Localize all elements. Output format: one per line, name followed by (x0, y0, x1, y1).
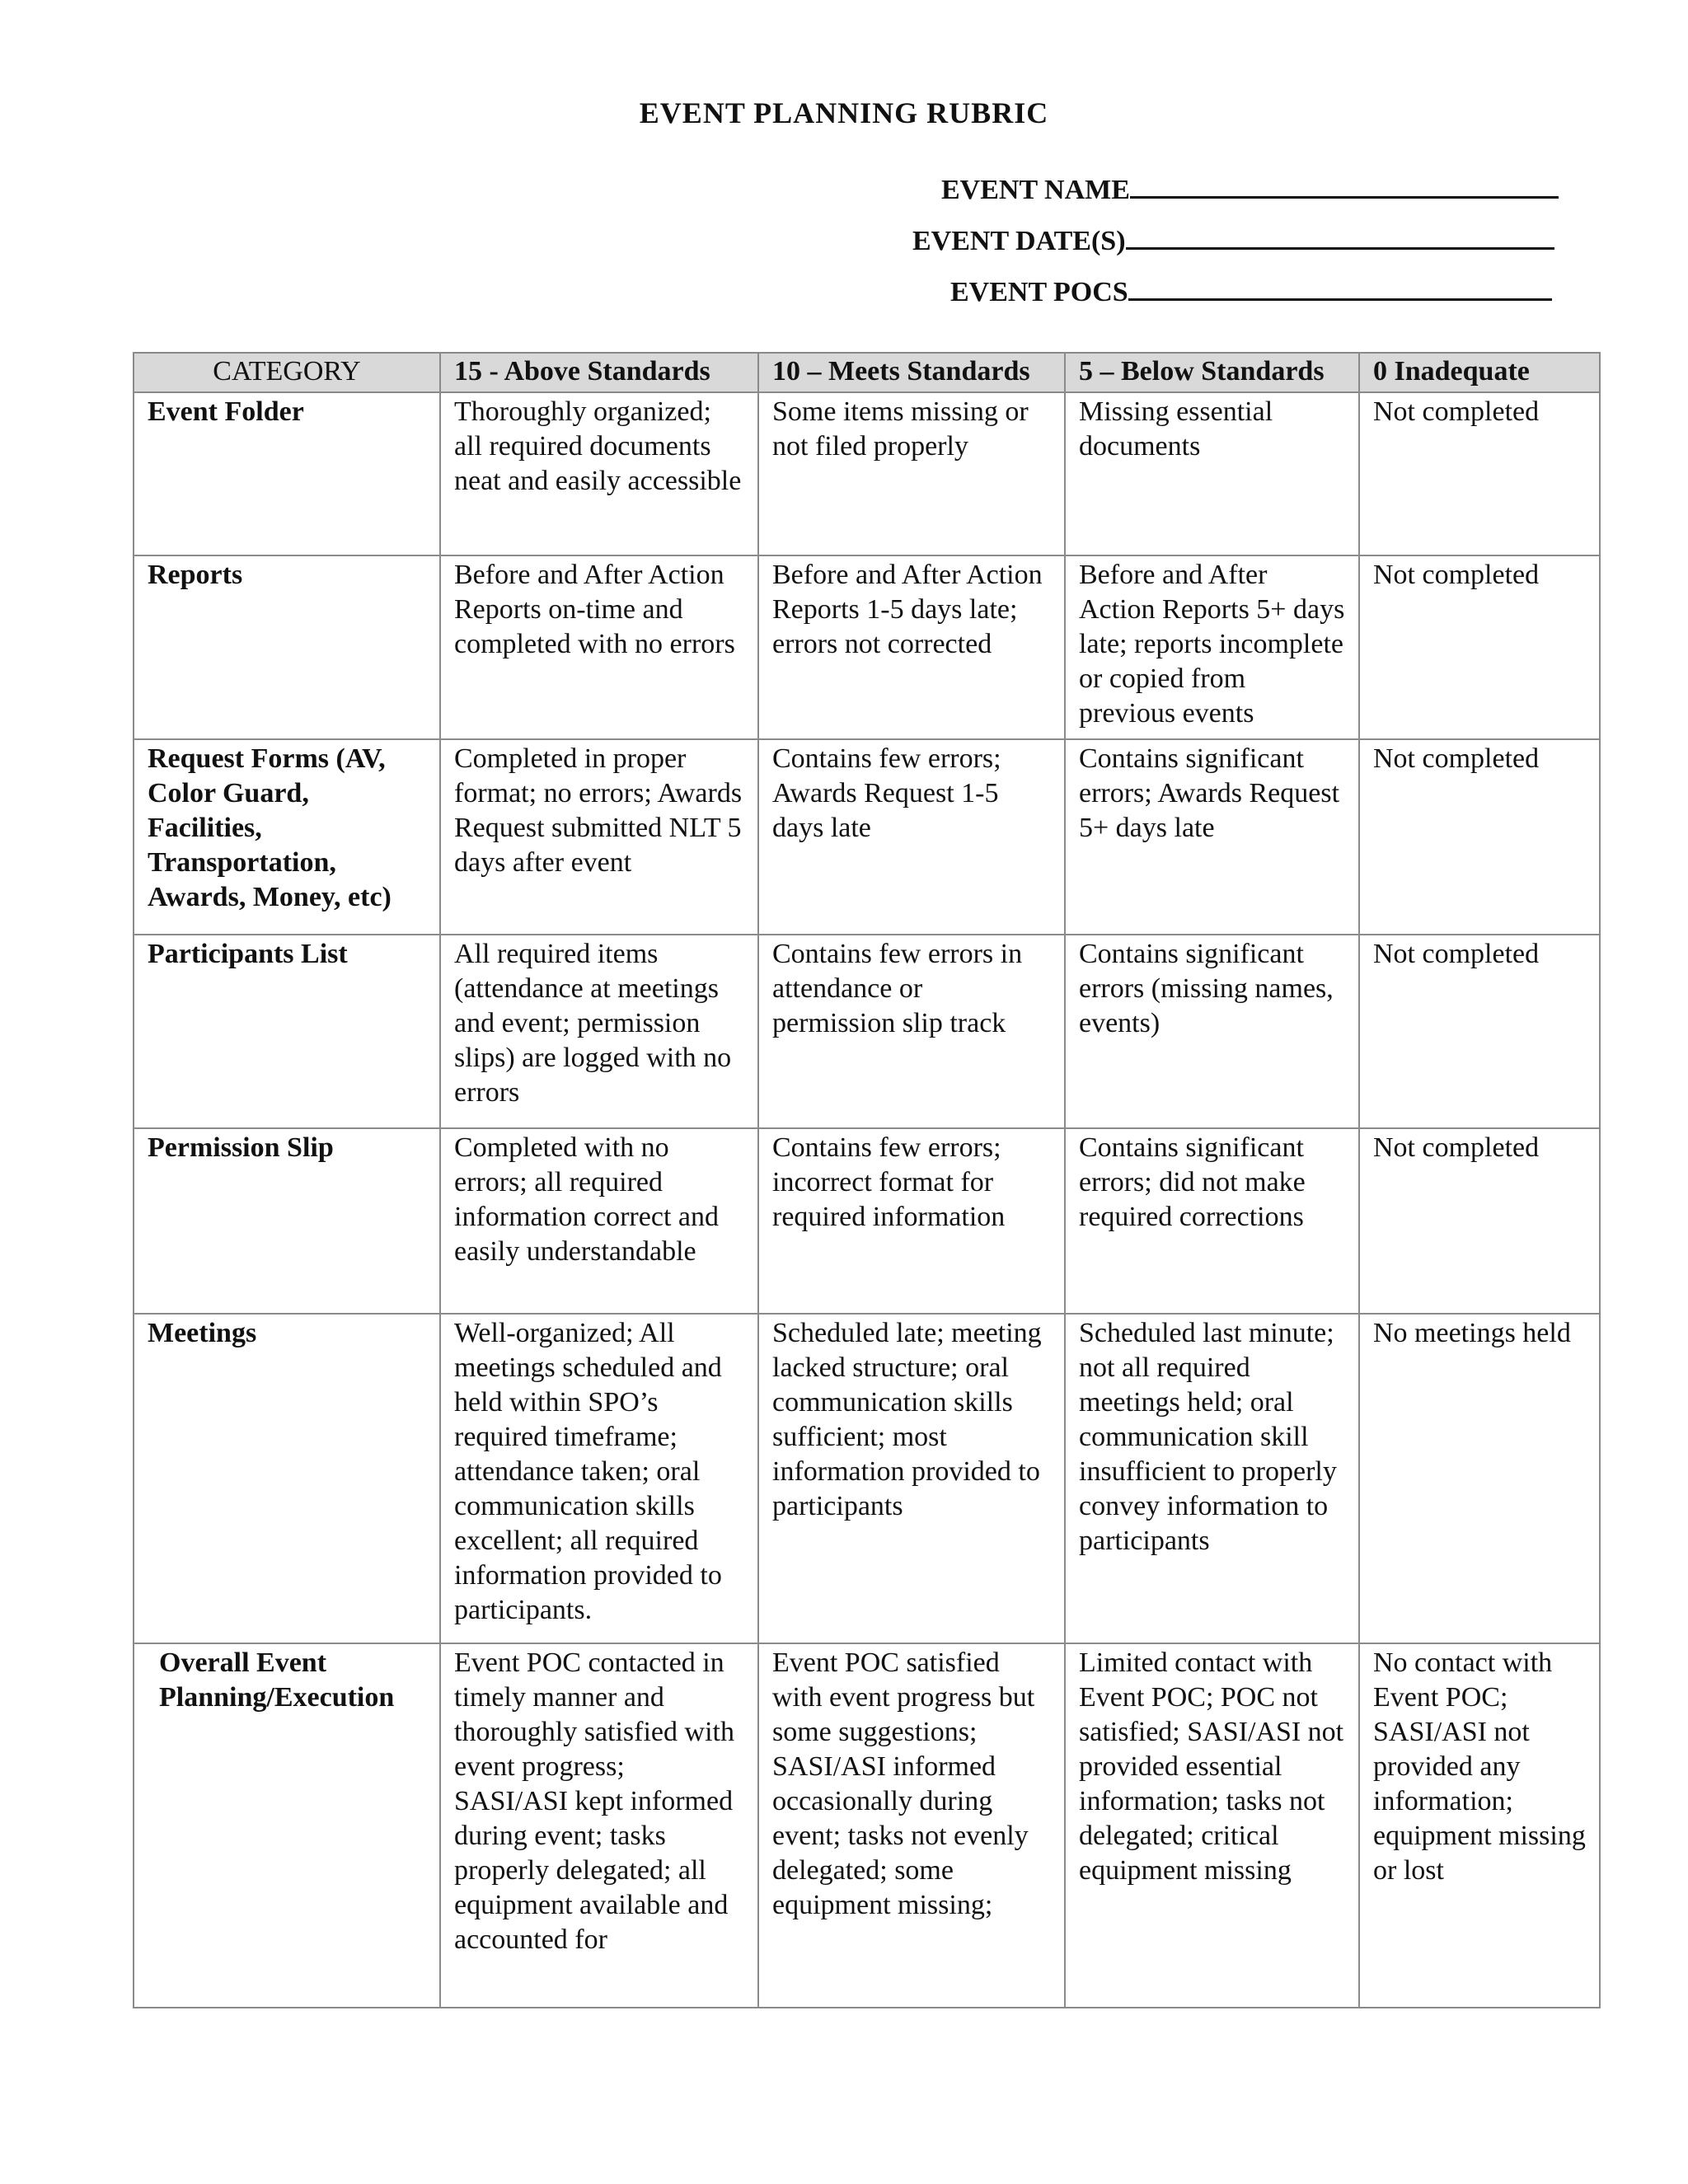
cell-meets: Some items missing or not filed properly (758, 392, 1065, 555)
table-row (134, 739, 1600, 935)
event-pocs-blank[interactable] (1128, 275, 1552, 301)
cell-below: Missing essential documents (1065, 392, 1359, 555)
cell-inadequate: No contact with Event POC; SASI/ASI not provided any information; equipment missing or lost (1359, 1643, 1600, 2008)
row-category: Meetings (134, 1314, 440, 1643)
row-category: Permission Slip (134, 1128, 440, 1314)
cell-below: Scheduled last minute; not all required meetings held; oral communication skill insufficient to properly convey information to participants (1065, 1314, 1359, 1643)
row-category: Overall Event Planning/Execution (134, 1643, 440, 2008)
table-row (134, 1643, 1600, 2008)
cell-inadequate: Not completed (1359, 555, 1600, 739)
table-row (134, 555, 1600, 739)
cell-below: Contains significant errors (missing names, events) (1065, 935, 1359, 1128)
cell-above: Completed with no errors; all required information correct and easily understandable (440, 1128, 758, 1314)
page-title: EVENT PLANNING RUBRIC (639, 96, 1049, 129)
table-row (134, 1314, 1600, 1643)
row-category: Request Forms (AV, Color Guard, Facilities, Transportation, Awards, Money, etc) (134, 739, 440, 935)
event-name-label: EVENT NAME (941, 175, 1130, 205)
cell-inadequate: Not completed (1359, 739, 1600, 935)
cell-meets: Before and After Action Reports 1-5 days late; errors not corrected (758, 555, 1065, 739)
rubric-table (133, 352, 1601, 2008)
cell-above: Event POC contacted in timely manner and thoroughly satisfied with event progress; SASI/ASI kept informed during event; tasks properly delegated; all equipment available and accounted for (440, 1643, 758, 2008)
table-row (134, 1128, 1600, 1314)
event-dates-field (912, 224, 1554, 257)
header-meets-standards: 10 – Meets Standards (758, 353, 1065, 392)
row-category: Reports (134, 555, 440, 739)
cell-meets: Contains few errors; Awards Request 1-5 days late (758, 739, 1065, 935)
row-category: Participants List (134, 935, 440, 1128)
event-pocs-label: EVENT POCS (950, 277, 1128, 307)
event-dates-blank[interactable] (1126, 224, 1554, 250)
cell-meets: Contains few errors; incorrect format for required information (758, 1128, 1065, 1314)
cell-meets: Scheduled late; meeting lacked structure; oral communication skills sufficient; most information provided to participants (758, 1314, 1065, 1643)
table-row (134, 935, 1600, 1128)
cell-inadequate: Not completed (1359, 935, 1600, 1128)
cell-above: Thoroughly organized; all required documents neat and easily accessible (440, 392, 758, 555)
cell-below: Contains significant errors; Awards Request 5+ days late (1065, 739, 1359, 935)
header-category: CATEGORY (134, 353, 440, 392)
cell-below: Limited contact with Event POC; POC not satisfied; SASI/ASI not provided essential information; tasks not delegated; critical equipment missing (1065, 1643, 1359, 2008)
cell-below: Contains significant errors; did not make required corrections (1065, 1128, 1359, 1314)
header-below-standards: 5 – Below Standards (1065, 353, 1359, 392)
cell-meets: Contains few errors in attendance or permission slip track (758, 935, 1065, 1128)
cell-inadequate: No meetings held (1359, 1314, 1600, 1643)
cell-inadequate: Not completed (1359, 1128, 1600, 1314)
cell-above: All required items (attendance at meetings and event; permission slips) are logged with no errors (440, 935, 758, 1128)
cell-inadequate: Not completed (1359, 392, 1600, 555)
header-inadequate: 0 Inadequate (1359, 353, 1600, 392)
cell-below: Before and After Action Reports 5+ days late; reports incomplete or copied from previous events (1065, 555, 1359, 739)
row-category: Event Folder (134, 392, 440, 555)
event-name-blank[interactable] (1130, 173, 1559, 199)
cell-meets: Event POC satisfied with event progress but some suggestions; SASI/ASI informed occasionally during event; tasks not evenly delegated; some equipment missing; (758, 1643, 1065, 2008)
event-pocs-field (950, 275, 1552, 308)
table-row (134, 392, 1600, 555)
event-name-field (941, 173, 1559, 206)
cell-above: Before and After Action Reports on-time and completed with no errors (440, 555, 758, 739)
header-above-standards: 15 - Above Standards (440, 353, 758, 392)
table-header-row (134, 353, 1600, 392)
cell-above: Well-organized; All meetings scheduled and held within SPO’s required timeframe; attendance taken; oral communication skills excellent; all required information provided to participants. (440, 1314, 758, 1643)
cell-above: Completed in proper format; no errors; Awards Request submitted NLT 5 days after event (440, 739, 758, 935)
event-dates-label: EVENT DATE(S) (912, 226, 1126, 256)
